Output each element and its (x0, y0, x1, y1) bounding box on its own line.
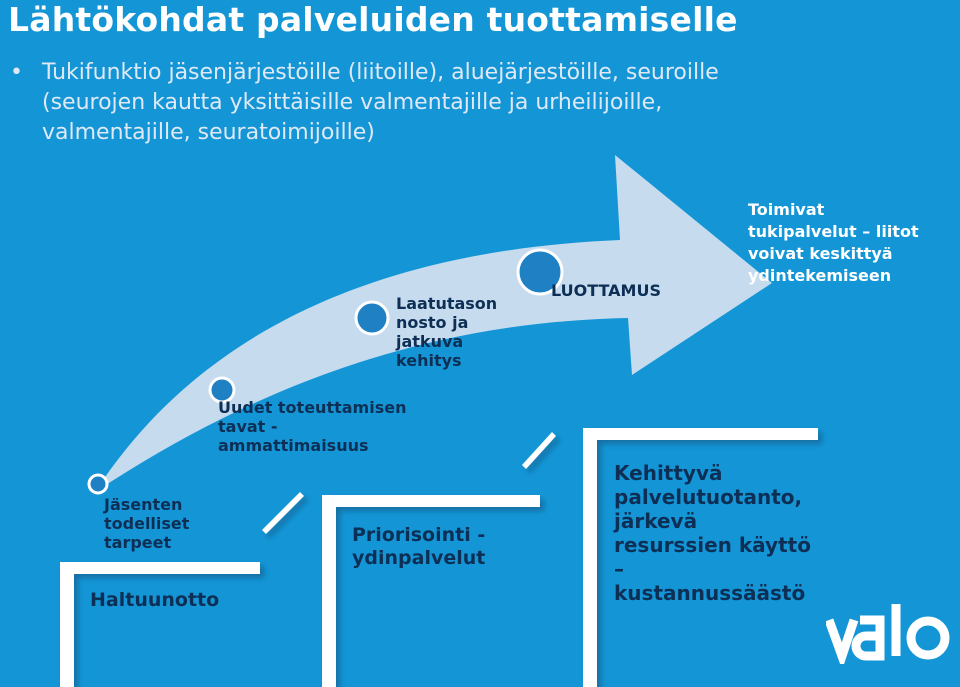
valo-logo-icon (826, 600, 956, 664)
step-tick-2 (522, 432, 556, 469)
step-1-bracket (60, 562, 260, 687)
milestone-circle-1 (89, 475, 107, 493)
bullet-marker: • (10, 60, 23, 85)
milestone-label-4: LUOTTAMUS (551, 281, 661, 300)
milestone-label-2: Uudet toteuttamisen tavat - ammattimaisuus (218, 398, 407, 455)
step-label-3: Kehittyvä palvelutuotanto, järkevä resurssien käyttö – kustannussäästö (614, 461, 811, 605)
goal-text: Toimivat tukipalvelut – liitot voivat keskittyä ydintekemiseen (748, 200, 919, 285)
step-tick-1 (262, 492, 304, 534)
page-title: Lähtökohdat palveluiden tuottamiselle (8, 0, 738, 39)
bullet-text: Tukifunktio jäsenjärjestöille (liitoille), aluejärjestöille, seuroille (seurojen kautta yksittäisille valmentajille ja urheilijoille, valmentajille, seuratoimijoille) (42, 60, 719, 145)
milestone-label-1: Jäsenten todelliset tarpeet (104, 495, 190, 552)
milestone-label-3: Laatutason nosto ja jatkuva kehitys (396, 294, 498, 370)
step-label-1: Haltuunotto (90, 589, 220, 611)
step-label-2: Priorisointi - ydinpalvelut (352, 524, 486, 569)
milestone-circle-3 (356, 302, 388, 334)
